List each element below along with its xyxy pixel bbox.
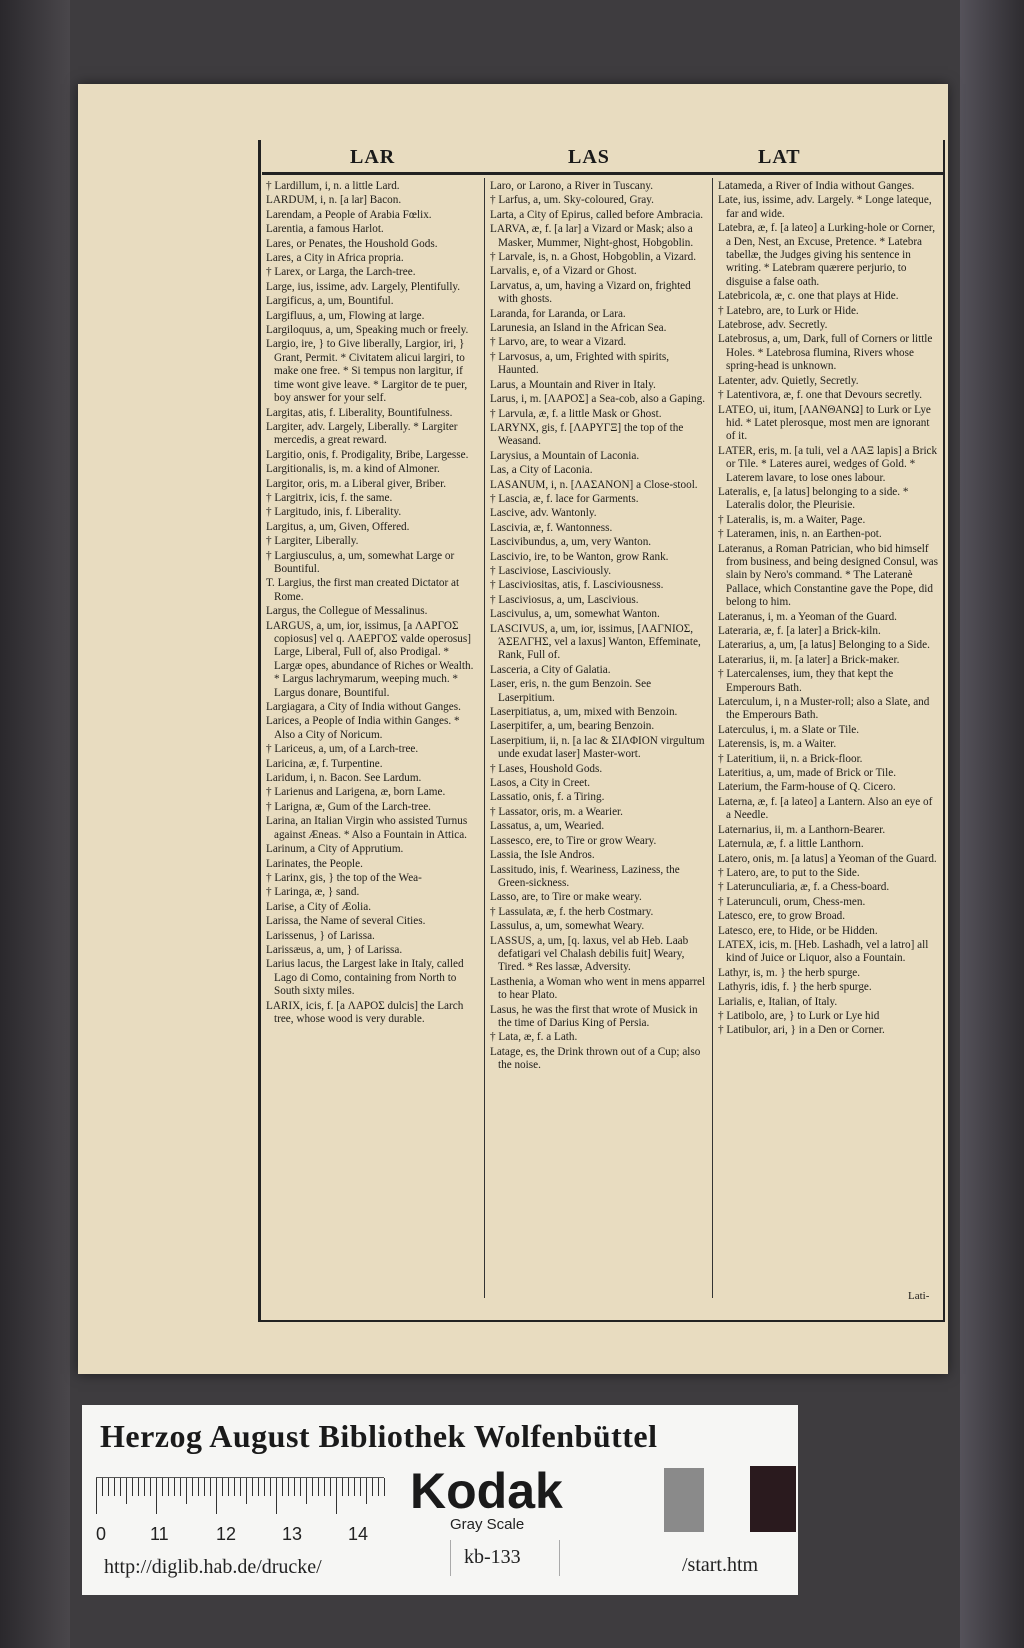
dictionary-entry: Large, ius, issime, adv. Largely, Plentifully. <box>266 280 461 293</box>
dictionary-entry: LARDUM, i, n. [a lar] Bacon. <box>266 194 402 207</box>
dictionary-entry: Laserpitium, ii, n. [a lac & ΣΙΛΦΙΟΝ virgultum unde exudat laser] Master-wort. <box>490 734 705 761</box>
dictionary-entry: † Lases, Houshold Gods. <box>490 762 603 775</box>
dictionary-entry: Laterium, the Farm-house of Q. Cicero. <box>718 781 896 794</box>
dictionary-entry: Larialis, e, Italian, of Italy. <box>718 995 838 1008</box>
dictionary-entry: Lathyris, idis, f. } the herb spurge. <box>718 981 872 994</box>
dictionary-entry: Lasus, he was the first that wrote of Musick in the time of Darius King of Persia. <box>490 1003 698 1029</box>
dictionary-entry: † Lassulata, æ, f. the herb Costmary. <box>490 905 654 918</box>
dictionary-entry: † Latercalenses, ium, they that kept the Emperours Bath. <box>718 668 894 694</box>
dictionary-entry: Lateranus, a Roman Patrician, who bid himself from business, and being designed Consul, was slain by Nero's command. * The Lateranè Pallace, which Constantine gave the Pope, did belong to him. <box>718 542 938 609</box>
dictionary-entry: Larina, an Italian Virgin who assisted Turnus against Æneas. * Also a Fountain in Attica. <box>266 815 468 841</box>
dictionary-entry: Larius lacus, the Largest lake in Italy, called Lago di Como, containing from North to South sixty miles. <box>266 958 464 998</box>
ruler-tick <box>372 1478 373 1496</box>
dictionary-entry: Largifluus, a, um, Flowing at large. <box>266 309 425 322</box>
ruler-number: 11 <box>150 1524 169 1544</box>
dictionary-entry: Larvalis, e, of a Vizard or Ghost. <box>490 265 637 278</box>
ruler-tick <box>258 1478 259 1496</box>
ruler-tick <box>186 1478 187 1504</box>
dictionary-entry: Lateralis, e, [a latus] belonging to a side. * Lateralis dolor, the Pleurisie. <box>718 485 909 512</box>
dictionary-entry: Largio, ire, } to Give liberally, Largior, iri, } Grant, Permit. * Civitatem alicui largiri, to make one free. * Si tempus non largitur, if time wont give leave. * Largitor de te puer, boy answer for your self. <box>266 338 468 405</box>
dictionary-entry: † Laterunculiaria, æ, f. a Chess-board. <box>718 881 890 894</box>
dictionary-entry: Laser, eris, n. the gum Benzoin. See Laserpitium. <box>490 678 652 704</box>
dictionary-entry: LARVA, æ, f. [a lar] a Vizard or Mask; also a Masker, Mummer, Night-ghost, Hobgoblin. <box>490 223 694 249</box>
dictionary-entry: Lathyr, is, m. } the herb spurge. <box>718 966 861 979</box>
ruler-tick <box>300 1478 301 1496</box>
dictionary-entry: Latage, es, the Drink thrown out of a Cup; also the noise. <box>490 1045 701 1072</box>
ruler-number: 13 <box>282 1524 303 1544</box>
dictionary-entry: LARIX, icis, f. [a ΛΑΡΟΣ dulcis] the Larch tree, whose wood is very durable. <box>266 999 464 1025</box>
dictionary-entry: Larta, a City of Epirus, called before Ambracia. <box>490 208 704 221</box>
dictionary-entry: Larise, a City of Æolia. <box>266 900 372 913</box>
ruler-tick <box>114 1478 115 1496</box>
ruler-tick <box>234 1478 235 1496</box>
ruler-tick <box>276 1478 277 1514</box>
dictionary-entry: Lascivio, ire, to be Wanton, grow Rank. <box>490 550 669 563</box>
dictionary-entry: † Lasciviosus, a, um, Lascivious. <box>490 593 639 606</box>
dictionary-entry: Latameda, a River of India without Ganges. <box>718 180 915 192</box>
dictionary-entry: Larissa, the Name of several Cities. <box>266 915 426 928</box>
dictionary-entry: Laternula, æ, f. a little Lanthorn. <box>718 838 864 851</box>
dictionary-entry: Lassatio, onis, f. a Tiring. <box>490 791 605 804</box>
dictionary-entry: † Lascia, æ, f. lace for Garments. <box>490 492 639 505</box>
ruler-tick <box>150 1478 151 1496</box>
dictionary-entry: Laranda, for Laranda, or Lara. <box>490 307 626 320</box>
dictionary-entry: Largiter, adv. Largely, Liberally. * Largiter mercedis, a great reward. <box>266 420 458 447</box>
dictionary-entry: † Laringa, æ, } sand. <box>266 886 360 899</box>
dictionary-entry: Largiagara, a City of India without Ganges. <box>266 701 461 714</box>
dictionary-entry: † Largiusculus, a, um, somewhat Large or Bountiful. <box>266 549 455 575</box>
ruler-tick <box>96 1478 97 1514</box>
ruler-tick <box>240 1478 241 1496</box>
dictionary-entry: Latesco, ere, to grow Broad. <box>718 910 846 923</box>
shelf-code: kb-133 <box>464 1546 521 1568</box>
dictionary-entry: † Larigna, æ, Gum of the Larch-tree. <box>266 800 431 813</box>
ruler-tick <box>102 1478 103 1496</box>
dictionary-entry: Lascivulus, a, um, somewhat Wanton. <box>490 608 660 621</box>
ruler-tick <box>192 1478 193 1496</box>
gray-swatch <box>664 1468 704 1532</box>
ruler-tick <box>252 1478 253 1496</box>
ruler-tick <box>168 1478 169 1496</box>
dictionary-entry: LATEO, ui, itum, [ΛΑΝΘΑΝΩ] to Lurk or Lye hid. * Latet plerosque, most men are ignorant of it. <box>718 403 931 443</box>
dictionary-entry: Larysius, a Mountain of Laconia. <box>490 449 640 462</box>
ruler-tick <box>210 1478 211 1496</box>
dictionary-entry: Laterarius, a, um, [a latus] Belonging to a Side. <box>718 639 930 652</box>
dictionary-entry: † Largiter, Liberally. <box>266 535 359 548</box>
dictionary-entry: Larissæus, a, um, } of Larissa. <box>266 943 403 956</box>
dictionary-entry: † Larienus and Larigena, æ, born Lame. <box>266 786 446 799</box>
ruler-tick <box>204 1478 205 1496</box>
ruler-number: 12 <box>216 1524 237 1544</box>
scan-background-left <box>0 0 70 1648</box>
dictionary-entry: Latesco, ere, to Hide, or be Hidden. <box>718 924 878 937</box>
ruler-tick <box>318 1478 319 1496</box>
ruler-tick <box>120 1478 121 1496</box>
dictionary-entry: Lasthenia, a Woman who went in mens apparrel to hear Plato. <box>490 975 706 1002</box>
dictionary-entry: Larus, a Mountain and River in Italy. <box>490 378 656 391</box>
dictionary-entry: LASSUS, a, um, [q. laxus, vel ab Heb. Laab defatigari vel Chalash debilis fuit] Weary, Tired. * Res lassæ, Adversity. <box>490 934 689 974</box>
dictionary-entry: Larinates, the People. <box>266 857 363 870</box>
dictionary-entry: † Lasciviose, Lasciviously. <box>490 564 612 577</box>
ruler-tick <box>264 1478 265 1496</box>
gray-scale-label: Gray Scale <box>450 1516 525 1533</box>
dictionary-entry: † Latibulor, ari, } in a Den or Corner. <box>718 1024 885 1037</box>
dictionary-entry: Lasos, a City in Creet. <box>490 777 591 790</box>
dictionary-entry: Lascive, adv. Wantonly. <box>490 507 597 520</box>
dictionary-entry: † Larfus, a, um. Sky-coloured, Gray. <box>490 194 654 207</box>
dictionary-entry: LARYNX, gis, f. [ΛΑΡΥΓΞ] the top of the Weasand. <box>490 421 684 448</box>
dictionary-entry: † Latebro, are, to Lurk or Hide. <box>718 304 859 317</box>
dictionary-entry: Lassatus, a, um, Wearied. <box>490 820 605 833</box>
dictionary-entry: Lateraria, æ, f. [a later] a Brick-kiln. <box>718 625 881 637</box>
dictionary-entry: Larendam, a People of Arabia Fœlix. <box>266 208 432 221</box>
catchword: Lati- <box>908 1290 930 1302</box>
dictionary-column-lar <box>266 180 480 1298</box>
dictionary-entry: Lassitudo, inis, f. Weariness, Laziness, the Green-sickness. <box>490 863 680 889</box>
ruler-tick <box>324 1478 325 1496</box>
dictionary-entry: † Larvo, are, to wear a Vizard. <box>490 336 627 349</box>
dictionary-entry: † Lardillum, i, n. a little Lard. <box>266 180 400 192</box>
dictionary-entry: Laserpitifer, a, um, bearing Benzoin. <box>490 720 655 733</box>
ruler-tick <box>270 1478 271 1496</box>
dictionary-entry: Lascivibundus, a, um, very Wanton. <box>490 536 652 549</box>
dictionary-entry: Largificus, a, um, Bountiful. <box>266 295 394 308</box>
ruler-tick <box>282 1478 283 1496</box>
ruler-tick <box>360 1478 361 1496</box>
dictionary-entry: LASANUM, i, n. [ΛΑΣΑΝΟΝ] a Close-stool. <box>490 478 698 491</box>
dictionary-entry: Laserpitiatus, a, um, mixed with Benzoin. <box>490 706 678 719</box>
dictionary-entry: Lassia, the Isle Andros. <box>490 849 595 862</box>
ruler-tick <box>156 1478 157 1514</box>
dictionary-entry: LATEX, icis, m. [Heb. Lashadh, vel a latro] all kind of Juice or Liquor, also a Fountain. <box>718 938 929 965</box>
ruler-tick <box>246 1478 247 1504</box>
header-lat: LAT <box>758 146 801 168</box>
dictionary-entry: † Larinx, gis, } the top of the Wea- <box>266 871 422 884</box>
dictionary-entry: Larunesia, an Island in the African Sea. <box>490 322 667 335</box>
start-path: /start.htm <box>682 1554 759 1576</box>
ruler-tick <box>144 1478 145 1496</box>
dictionary-entry: † Lateramen, inis, n. an Earthen-pot. <box>718 528 882 541</box>
dictionary-entry: Late, ius, issime, adv. Largely. * Longe lateque, far and wide. <box>718 194 932 220</box>
library-url: http://diglib.hab.de/drucke/ <box>104 1556 322 1578</box>
dictionary-entry: Lasso, are, to Tire or make weary. <box>490 891 642 904</box>
ruler-tick <box>306 1478 307 1504</box>
dictionary-entry: Laricina, æ, f. Turpentine. <box>266 757 383 770</box>
column-divider <box>712 178 713 1298</box>
dictionary-entry: Laterensis, is, m. a Waiter. <box>718 738 837 751</box>
dictionary-entry: Lateritius, a, um, made of Brick or Tile. <box>718 767 897 780</box>
dictionary-entry: Latebrose, adv. Secretly. <box>718 319 828 332</box>
dictionary-entry: Largus, the Collegue of Messalinus. <box>266 605 428 618</box>
ruler-scale <box>96 1477 384 1516</box>
dictionary-entry: † Lasciviositas, atis, f. Lasciviousness. <box>490 579 664 592</box>
dictionary-entry: Laterculum, i, n a Muster-roll; also a Slate, and the Emperours Bath. <box>718 696 930 722</box>
dictionary-entry: Larissenus, } of Larissa. <box>266 929 375 942</box>
dictionary-entry: Lares, a City in Africa propria. <box>266 252 404 265</box>
dictionary-entry: † Lariceus, a, um, of a Larch-tree. <box>266 743 419 756</box>
ruler-tick <box>174 1478 175 1496</box>
ruler-tick <box>138 1478 139 1496</box>
dictionary-entry: Largitionalis, is, m. a kind of Almoner. <box>266 463 440 476</box>
dictionary-entry: Latero, onis, m. [a latus] a Yeoman of the Guard. <box>718 852 937 865</box>
ruler-tick <box>336 1478 337 1514</box>
dictionary-entry: Larvatus, a, um, having a Vizard on, frighted with ghosts. <box>490 279 691 306</box>
dictionary-entry: † Latero, are, to put to the Side. <box>718 866 860 879</box>
ruler-tick <box>108 1478 109 1496</box>
ruler-tick <box>126 1478 127 1504</box>
dictionary-entry: Largitas, atis, f. Liberality, Bountifulness. <box>266 406 453 419</box>
dictionary-entry: Lateranus, i, m. a Yeoman of the Guard. <box>718 610 897 623</box>
dictionary-entry: Larentia, a famous Harlot. <box>266 223 384 236</box>
dictionary-entry: LATER, eris, m. [a tuli, vel a ΛΑΞ lapis] a Brick or Tile. * Lateres aurei, wedges of Gold. * Laterem lavare, to lose ones labour. <box>718 444 938 484</box>
dictionary-entry: † Lateralis, is, m. a Waiter, Page. <box>718 513 866 526</box>
ruler-tick <box>180 1478 181 1496</box>
dictionary-entry: Laro, or Larono, a River in Tuscany. <box>490 180 654 192</box>
dictionary-entry: Largiloquus, a, um, Speaking much or freely. <box>266 324 469 337</box>
dictionary-entry: Laterna, æ, f. [a lateo] a Lantern. Also an eye of a Needle. <box>718 795 933 822</box>
dictionary-entry: † Laterunculi, orum, Chess-men. <box>718 895 866 908</box>
dictionary-entry: Lares, or Penates, the Houshold Gods. <box>266 237 438 250</box>
dictionary-entry: † Larex, or Larga, the Larch-tree. <box>266 266 416 279</box>
dictionary-entry: Latebrosus, a, um, Dark, full of Corners or little Holes. * Latebrosa flumina, Rivers whose spring-head is unknown. <box>718 333 933 373</box>
dictionary-entry: Larinum, a City of Apprutium. <box>266 843 404 856</box>
ruler-tick <box>378 1478 379 1496</box>
dictionary-entry: Lassulus, a, um, somewhat Weary. <box>490 920 645 933</box>
header-las: LAS <box>568 146 610 168</box>
dictionary-entry: Latebricola, æ, c. one that plays at Hide. <box>718 290 899 303</box>
library-name: Herzog August Bibliothek Wolfenbüttel <box>100 1418 658 1454</box>
ruler-tick <box>228 1478 229 1496</box>
ruler-tick <box>366 1478 367 1504</box>
dictionary-entry: † Latentivora, æ, f. one that Devours secretly. <box>718 389 923 402</box>
kodak-logo: Kodak <box>410 1463 563 1519</box>
dictionary-entry: Lasceria, a City of Galatia. <box>490 663 611 676</box>
dictionary-entry: Lassesco, ere, to Tire or grow Weary. <box>490 834 657 847</box>
ruler-tick <box>288 1478 289 1496</box>
dictionary-entry: LASCIVUS, a, um, ior, issimus, [ΛΑΓΝΙΟΣ, ΆΣΕΛΓΗΣ, vel a laxus] Wanton, Effeminate, Rank, Full of. <box>490 622 701 662</box>
dictionary-entry: LARGUS, a, um, ior, issimus, [a ΛΑΡΓΟΣ copiosus] vel q. ΛΑΕΡΓΟΣ valde operosus] Large, Liberal, Full of, also Prodigal. * Largæ opes, abundance of Riches or Wealth. * Largus lachrymarum, weeping much. * Largus donare, Bountiful. <box>266 619 474 699</box>
header-lar: LAR <box>350 146 396 168</box>
ruler-number: 0 <box>96 1524 107 1544</box>
dictionary-entry: † Larvale, is, n. a Ghost, Hobgoblin, a Vizard. <box>490 251 697 264</box>
ruler-tick <box>342 1478 343 1496</box>
dictionary-entry: Latenter, adv. Quietly, Secretly. <box>718 374 859 387</box>
ruler-tick <box>384 1478 385 1496</box>
ruler-tick <box>162 1478 163 1496</box>
dictionary-entry: Lascivia, æ, f. Wantonness. <box>490 521 613 534</box>
dictionary-entry: Larices, a People of India within Ganges. * Also a City of Noricum. <box>266 715 460 741</box>
dictionary-entry: Laterarius, ii, m. [a later] a Brick-maker. <box>718 653 900 666</box>
column-divider <box>484 178 485 1298</box>
dictionary-column-lat <box>718 180 940 1298</box>
dictionary-entry: Largitio, onis, f. Prodigality, Bribe, Largesse. <box>266 448 469 461</box>
dictionary-entry: Laternarius, ii, m. a Lanthorn-Bearer. <box>718 823 886 836</box>
dictionary-entry: † Largitudo, inis, f. Liberality. <box>266 506 402 519</box>
dictionary-entry: Laridum, i, n. Bacon. See Lardum. <box>266 772 422 785</box>
dictionary-entry: † Larvosus, a, um, Frighted with spirits, Haunted. <box>490 350 669 377</box>
ruler-tick <box>294 1478 295 1496</box>
dictionary-entry: Laterculus, i, m. a Slate or Tile. <box>718 723 860 736</box>
dictionary-entry: † Latibolo, are, } to Lurk or Lye hid <box>718 1009 880 1022</box>
dictionary-column-las <box>490 180 708 1298</box>
dictionary-entry: † Lassator, oris, m. a Wearier. <box>490 805 623 818</box>
dictionary-entry: † Larvula, æ, f. a little Mask or Ghost. <box>490 407 662 420</box>
dictionary-entry: Latebra, æ, f. [a lateo] a Lurking-hole or Corner, a Den, Nest, an Excuse, Pretence. * Latebra tabellæ, the Judges giving his sentence in writing. * Latebram quærere perjurio, to disguise a false oath. <box>718 222 935 288</box>
scan-background-right <box>960 0 1024 1648</box>
dictionary-entry: † Lateritium, ii, n. a Brick-floor. <box>718 752 863 765</box>
dictionary-entry: Largitus, a, um, Given, Offered. <box>266 520 410 533</box>
ruler-number: 14 <box>348 1524 369 1544</box>
ruler-tick <box>348 1478 349 1496</box>
ruler-tick <box>312 1478 313 1496</box>
dictionary-entry: † Largitrix, icis, f. the same. <box>266 491 393 504</box>
ruler-tick <box>330 1478 331 1496</box>
ruler-tick <box>216 1478 217 1514</box>
dictionary-entry: Las, a City of Laconia. <box>490 464 593 477</box>
ruler-tick <box>222 1478 223 1496</box>
ruler-tick <box>198 1478 199 1496</box>
ruler-tick <box>132 1478 133 1496</box>
dictionary-entry: Largitor, oris, m. a Liberal giver, Briber. <box>266 477 447 490</box>
dictionary-entry: T. Largius, the first man created Dictator at Rome. <box>266 577 460 603</box>
ruler-tick <box>354 1478 355 1496</box>
dictionary-entry: Larus, i, m. [ΛΑΡΟΣ] a Sea-cob, also a Gaping. <box>490 393 706 406</box>
dark-swatch <box>750 1466 796 1532</box>
dictionary-entry: † Lata, æ, f. a Lath. <box>490 1031 578 1044</box>
